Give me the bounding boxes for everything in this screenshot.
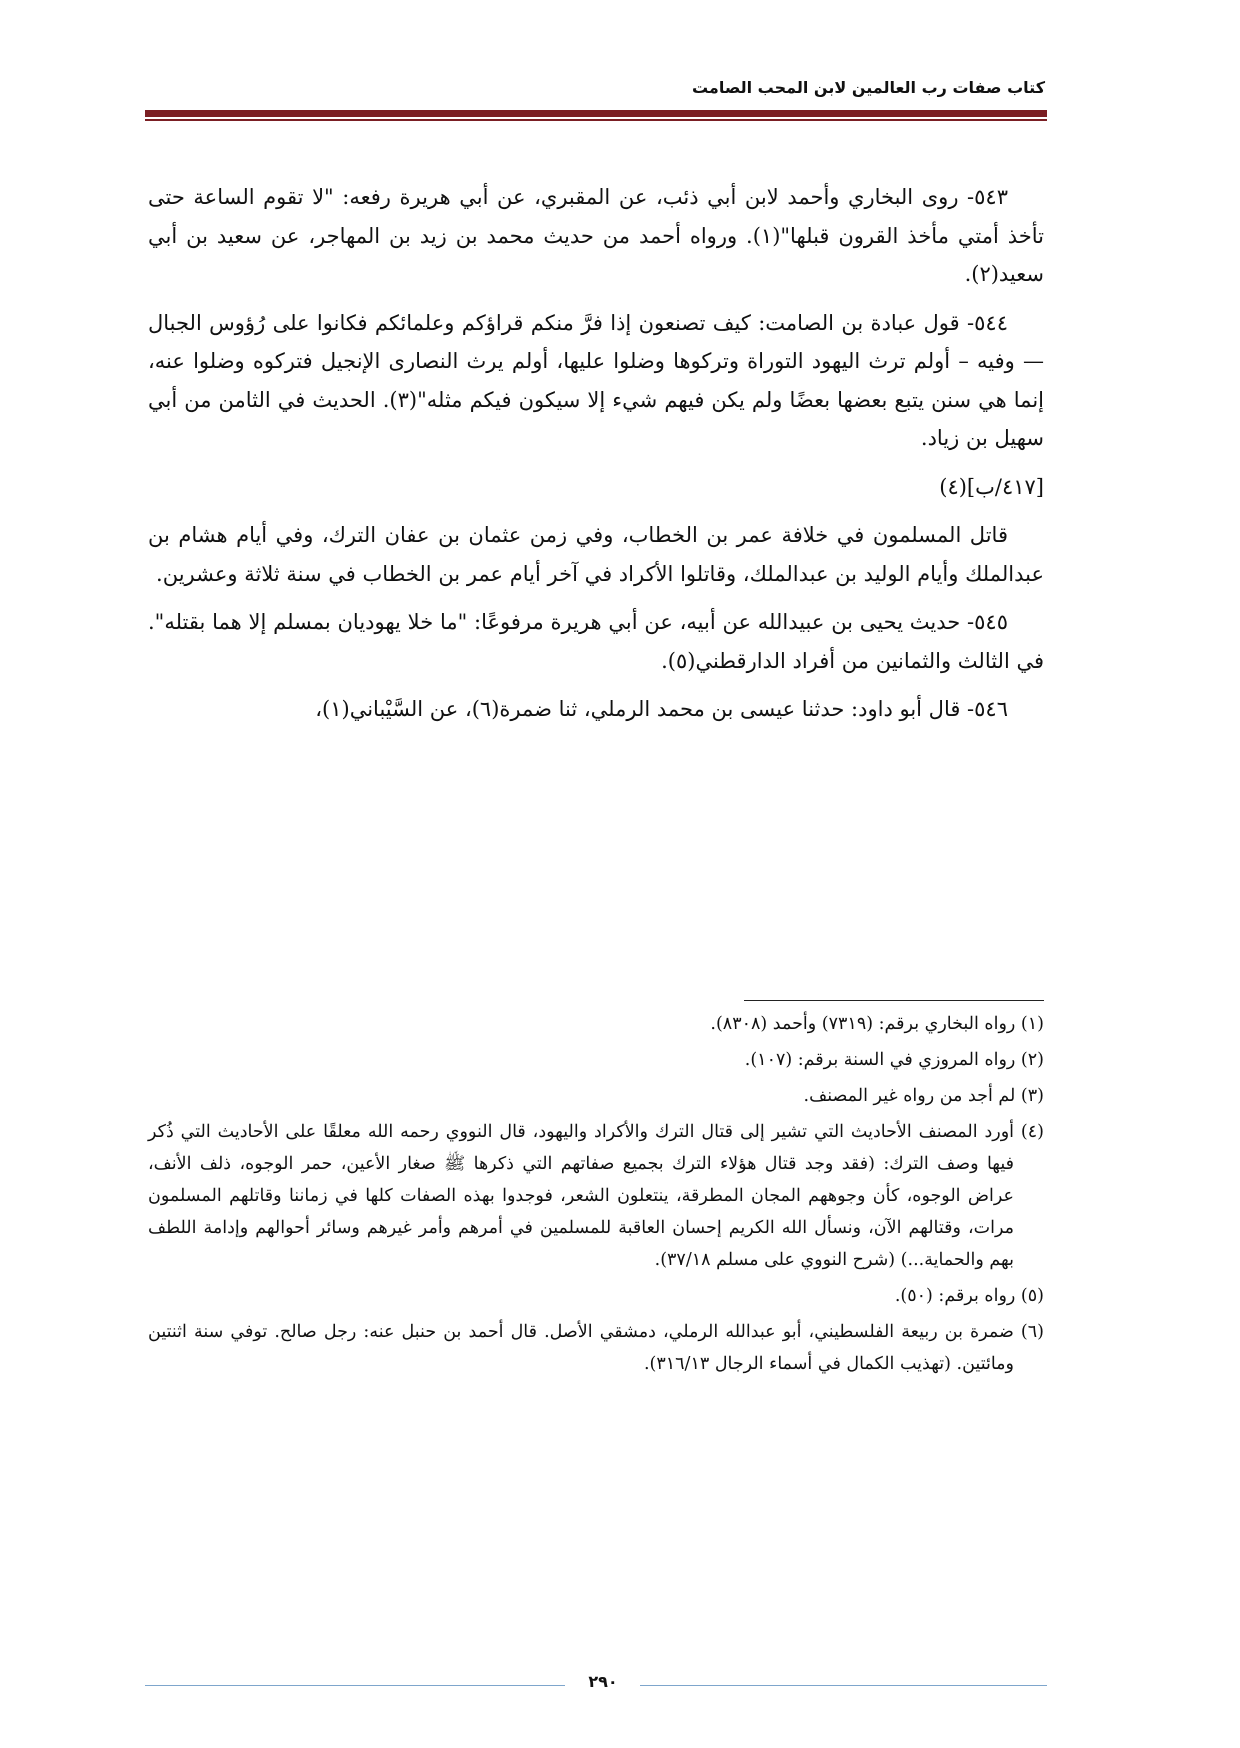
page-number: ٢٩٠	[588, 1672, 618, 1691]
footer-rule-left	[145, 1685, 565, 1686]
footnote-separator	[744, 1000, 1044, 1001]
footnote-2: (٢) رواه المروزي في السنة برقم: (١٠٧).	[744, 1050, 1044, 1070]
paragraph-546: ٥٤٦- قال أبو داود: حدثنا عيسى بن محمد الرملي، ثنا ضمرة(٦)، عن السَّيْباني(١)،	[315, 697, 1008, 721]
running-header: كتاب صفات رب العالمين لابن المحب الصامت	[691, 78, 1045, 97]
footnote-6: (٦) ضمرة بن ربيعة الفلسطيني، أبو عبدالله الرملي، دمشقي الأصل. قال أحمد بن حنبل عنه: رجل صالح. توفي سنة اثنتين ومائتين. (تهذيب الكمال في أسماء الرجال ٣١٦/١٣).	[148, 1322, 1044, 1374]
folio-marker: [٤١٧/ب](٤)	[939, 474, 1044, 499]
header-rule	[145, 110, 1047, 117]
footnote-1: (١) رواه البخاري برقم: (٧٣١٩) وأحمد (٨٣٠٨).	[710, 1014, 1044, 1034]
footer-rule-right	[640, 1685, 1047, 1686]
footnotes	[148, 1008, 1044, 1384]
paragraph-544: ٥٤٤- قول عبادة بن الصامت: كيف تصنعون إذا فرَّ منكم قراؤكم وعلمائكم فكانوا على رُؤوس الجبال — وفيه – أولم ترث اليهود التوراة وتركوها وضلوا عليها، أولم يرث النصارى الإنجيل فتركوه وضلوا عنه، إنما هي سنن يتبع بعضها بعضًا ولم يكن فيهم شيء إلا سيكون فيكم مثله"(٣). الحديث في الثامن من أبي سهيل بن زياد.	[148, 310, 1045, 450]
footnote-4: (٤) أورد المصنف الأحاديث التي تشير إلى قتال الترك والأكراد واليهود، قال النووي رحمه الله معلقًا على الأحاديث التي ذُكر فيها وصف الترك: (فقد وجد قتال هؤلاء الترك بجميع صفاتهم التي ذكرها ﷺ صغار الأعين، حمر الوجوه، ذلف الأنف، عراض الوجوه، كأن وجوههم المجان المطرقة، ينتعلون الشعر، فوجدوا بهذه الصفات كلها في زماننا وقاتلهم المسلمون مرات، وقتالهم الآن، ونسأل الله الكريم إحسان العاقبة للمسلمين في أمرهم وأمر غيرهم وسائر أحوالهم وإدامة اللطف بهم والحماية...) (شرح النووي على مسلم ٣٧/١٨).	[148, 1122, 1044, 1270]
main-text	[148, 178, 1044, 739]
paragraph-turks: قاتل المسلمون في خلافة عمر بن الخطاب، وفي زمن عثمان بن عفان الترك، وفي أيام هشام بن عبدالملك وأيام الوليد بن عبدالملك، وقاتلوا الأكراد في آخر أيام عمر بن الخطاب في سنة ثلاثة وعشرين.	[148, 523, 1044, 586]
header-rule-thin	[145, 119, 1047, 121]
footnote-3: (٣) لم أجد من رواه غير المصنف.	[803, 1086, 1044, 1106]
footnote-5: (٥) رواه برقم: (٥٠).	[894, 1286, 1044, 1306]
paragraph-543: ٥٤٣- روى البخاري وأحمد لابن أبي ذئب، عن المقبري، عن أبي هريرة رفعه: "لا تقوم الساعة حتى تأخذ أمتي مأخذ القرون قبلها"(١). ورواه أحمد من حديث محمد بن زيد بن المهاجر، عن سعيد بن أبي سعيد(٢).	[148, 185, 1044, 286]
paragraph-545: ٥٤٥- حديث يحيى بن عبيدالله عن أبيه، عن أبي هريرة مرفوعًا: "ما خلا يهوديان بمسلم إلا هما بقتله". في الثالث والثمانين من أفراد الدارقطني(٥).	[148, 610, 1044, 673]
